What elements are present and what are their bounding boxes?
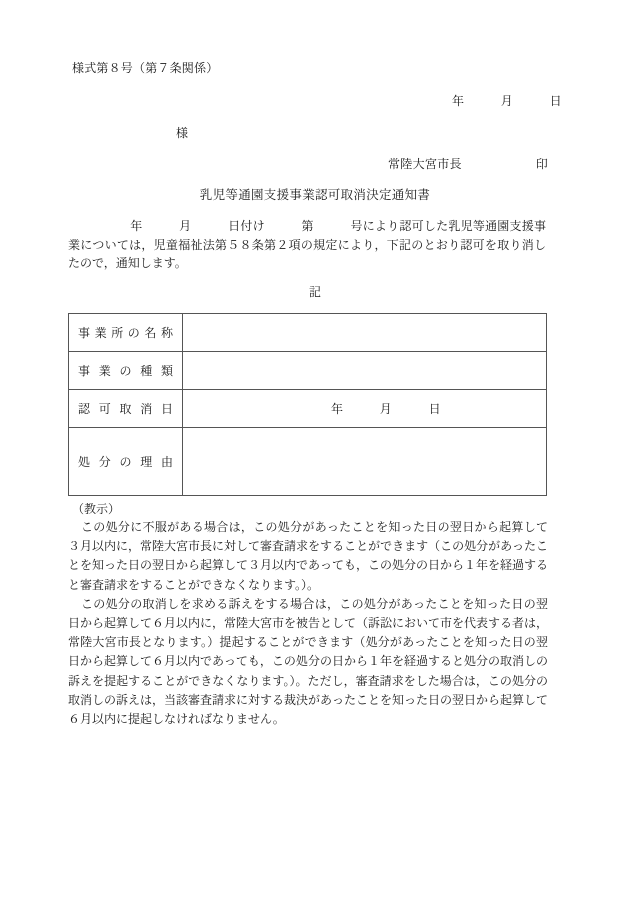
instructions-paragraph-litigation: この処分の取消しを求める訴えをする場合は，この処分があったことを知った日の翌日から起算して６月以内に，常陸大宮市を被告として（訴訟において市を代表する者は，常陸大宮市長となります。）提起することができます（処分があったことを知った日の翌日から起算して６月以内であっても，この処分の日から１年を経過すると処分の取消しの訴えを提起することができなくなります。）。ただし，審査請求をした場合は，この処分の取消しの訴えは，当該審査請求に対する裁決があったことを知った日の翌日から起算して６月以内に提起しなければなりません。 [68,596,549,727]
body-continuation: ついては，児童福祉法第５８条第２項の規定により，下記のとおり認可を取り消したので，通知します。 [68,237,546,270]
issue-date-line: 年 月 日 [452,94,562,108]
row-label-office-name: 事業所の名称 [69,314,183,352]
instructions-body [68,518,548,729]
issuer-name: 常陸大宮市長 [388,157,462,171]
row-label-disposition-reason: 処分の理由 [69,428,183,496]
instructions-paragraph-appeal: この処分に不服がある場合は，この処分があったことを知った日の翌日から起算して３月以内に，常陸大宮市長に対して審査請求をすることができます（この処分があったことを知った日の翌日から起算して３月以内であっても，この処分の日から１年を経過すると審査請求をすることができなくなります。）。 [68,520,548,592]
row-value-business-type[interactable] [183,352,547,390]
form-number: 様式第８号（第７条関係） [72,61,219,75]
particulars-table [68,313,547,496]
table-row [69,352,547,390]
body-lead-date: 年 月 日付け 第 号により認可した乳児等通園支援事業に [68,219,546,252]
ki-marker: 記 [308,285,321,299]
table-row [69,390,547,428]
issuer-line [388,158,548,170]
addressee-honorific: 様 [176,126,189,140]
seal-mark: 印 [535,157,548,171]
instructions-heading: （教示） [72,502,121,516]
document-title: 乳児等通園支援事業認可取消決定通知書 [199,188,431,202]
table-row [69,314,547,352]
row-value-revocation-date[interactable] [183,390,547,428]
row-label-business-type: 事業の種類 [69,352,183,390]
row-value-office-name[interactable] [183,314,547,352]
row-label-revocation-date: 認可取消日 [69,390,183,428]
table-row [69,428,547,496]
revocation-date-placeholder: 年 月 日 [331,402,441,416]
row-value-disposition-reason[interactable] [183,428,547,496]
body-paragraph [68,217,546,273]
